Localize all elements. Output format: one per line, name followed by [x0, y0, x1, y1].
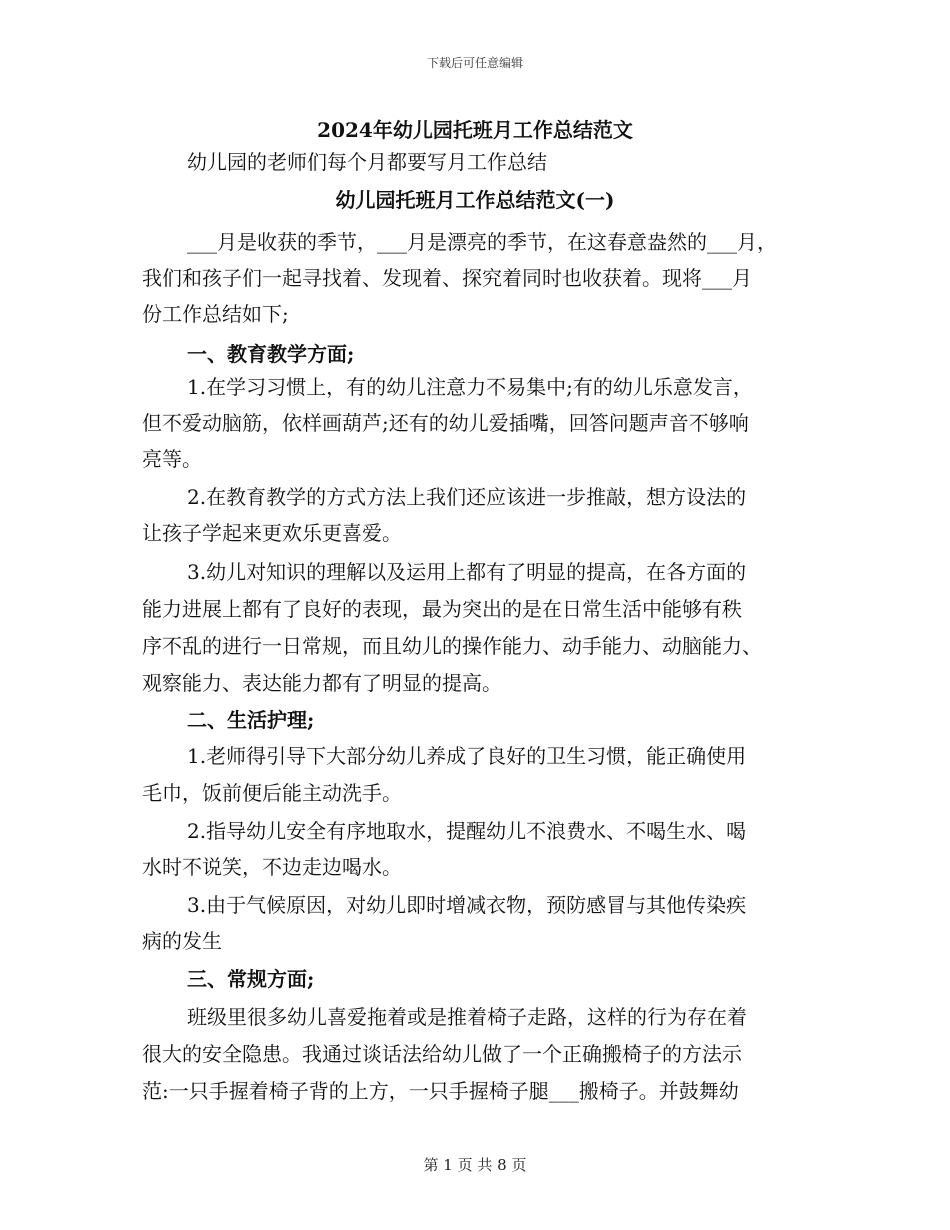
paragraph-line: 水时不说笑，不边走边喝水。 — [142, 855, 402, 879]
intro-line: 幼儿园的老师们每个月都要写月工作总结 — [187, 150, 547, 174]
paragraph-line: 班级里很多幼儿喜爱拖着或是推着椅子走路，这样的行为存在着 — [187, 1005, 747, 1029]
page-footer: 第 1 页 共 8 页 — [423, 1156, 527, 1174]
paragraph-line: 我们和孩子们一起寻找着、发现着、探究着同时也收获着。现将___月 — [142, 266, 752, 290]
paragraph-line: 让孩子学起来更欢乐更喜爱。 — [142, 521, 402, 545]
section-heading-3: 三、常规方面; — [187, 967, 315, 991]
paragraph-line: 观察能力、表达能力都有了明显的提高。 — [142, 671, 502, 695]
document-title: 2024年幼儿园托班月工作总结范文 — [317, 118, 633, 142]
section-heading-1: 一、教育教学方面; — [187, 342, 355, 366]
paragraph-line: 2.在教育教学的方式方法上我们还应该进一步推敲，想方设法的 — [187, 485, 747, 509]
paragraph-line: 很大的安全隐患。我通过谈话法给幼儿做了一个正确搬椅子的方法示 — [142, 1042, 742, 1066]
paragraph-line: 亮等。 — [142, 447, 202, 471]
section-heading-2: 二、生活护理; — [187, 708, 315, 732]
paragraph-line: 3.由于气候原因，对幼儿即时增减衣物，预防感冒与其他传染疾 — [187, 893, 747, 917]
paragraph-line: 能力进展上都有了良好的表现，最为突出的是在日常生活中能够有秩 — [142, 597, 742, 621]
paragraph-line: 范:一只手握着椅子背的上方，一只手握椅子腿___搬椅子。并鼓舞幼 — [142, 1079, 739, 1103]
paragraph-line: 1.老师得引导下大部分幼儿养成了良好的卫生习惯，能正确使用 — [187, 744, 747, 768]
subtitle: 幼儿园托班月工作总结范文(一) — [335, 188, 615, 212]
paragraph-line: ___月是收获的季节，___月是漂亮的季节，在这春意盎然的___月， — [187, 230, 777, 254]
paragraph-line: 毛巾，饭前便后能主动洗手。 — [142, 781, 402, 805]
paragraph-line: 序不乱的进行一日常规，而且幼儿的操作能力、动手能力、动脑能力、 — [142, 634, 762, 658]
paragraph-line: 1.在学习习惯上，有的幼儿注意力不易集中;有的幼儿乐意发言， — [187, 375, 753, 399]
paragraph-line: 3.幼儿对知识的理解以及运用上都有了明显的提高，在各方面的 — [187, 560, 747, 584]
paragraph-line: 但不爱动脑筋，依样画葫芦;还有的幼儿爱插嘴，回答问题声音不够响 — [142, 411, 749, 435]
header-note: 下载后可任意编辑 — [426, 56, 523, 70]
paragraph-line: 2.指导幼儿安全有序地取水，提醒幼儿不浪费水、不喝生水、喝 — [187, 819, 747, 843]
paragraph-line: 病的发生 — [142, 929, 222, 953]
paragraph-line: 份工作总结如下; — [142, 302, 289, 326]
